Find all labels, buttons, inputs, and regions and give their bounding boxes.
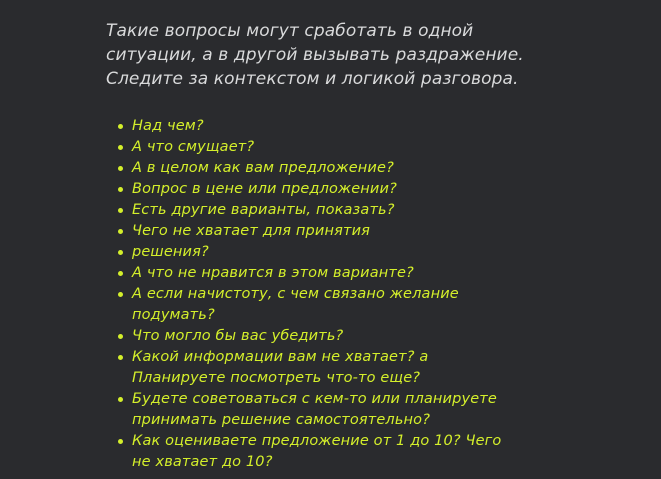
question-text: решения? bbox=[132, 244, 209, 260]
question-text: принимать решение самостоятельно? bbox=[132, 412, 431, 428]
question-text: Есть другие варианты, показать? bbox=[132, 202, 395, 218]
bullet-icon bbox=[118, 229, 123, 234]
intro-line: Такие вопросы могут сработать в одной bbox=[106, 21, 474, 41]
question-text: Что могло бы вас убедить? bbox=[132, 328, 344, 344]
intro-paragraph bbox=[106, 19, 576, 91]
bullet-icon bbox=[118, 271, 123, 276]
bullet-icon bbox=[118, 250, 123, 255]
bullet-icon bbox=[118, 145, 123, 150]
question-item bbox=[132, 179, 602, 200]
question-item bbox=[132, 116, 602, 137]
question-item bbox=[132, 242, 602, 263]
question-item bbox=[132, 263, 602, 284]
question-text: А что не нравится в этом варианте? bbox=[132, 265, 414, 281]
question-item bbox=[132, 200, 602, 221]
question-item bbox=[132, 284, 602, 326]
bullet-icon bbox=[118, 187, 123, 192]
question-text: Как оцениваете предложение от 1 до 10? Чего bbox=[132, 433, 502, 449]
questions-list bbox=[132, 116, 602, 473]
question-text: Будете советоваться с кем-то или планируете bbox=[132, 391, 497, 407]
bullet-icon bbox=[118, 334, 123, 339]
question-text: Чего не хватает для принятия bbox=[132, 223, 371, 239]
question-text: не хватает до 10? bbox=[132, 454, 273, 470]
question-item bbox=[132, 389, 602, 431]
bullet-icon bbox=[118, 208, 123, 213]
bullet-icon bbox=[118, 124, 123, 129]
question-item bbox=[132, 137, 602, 158]
intro-line: ситуации, а в другой вызывать раздражение. bbox=[106, 45, 524, 65]
bullet-icon bbox=[118, 439, 123, 444]
question-text: А если начистоту, с чем связано желание bbox=[132, 286, 459, 302]
intro-line: Следите за контекстом и логикой разговора. bbox=[106, 69, 519, 89]
bullet-icon bbox=[118, 355, 123, 360]
question-text: А что смущает? bbox=[132, 139, 255, 155]
question-text: Планируете посмотреть что-то еще? bbox=[132, 370, 421, 386]
bullet-icon bbox=[118, 292, 123, 297]
question-item bbox=[132, 158, 602, 179]
bullet-icon bbox=[118, 166, 123, 171]
question-text: Над чем? bbox=[132, 118, 204, 134]
question-item bbox=[132, 347, 602, 389]
question-item bbox=[132, 431, 602, 473]
question-item bbox=[132, 221, 602, 242]
question-item bbox=[132, 326, 602, 347]
bullet-icon bbox=[118, 397, 123, 402]
question-text: подумать? bbox=[132, 307, 215, 323]
question-text: Какой информации вам не хватает? а bbox=[132, 349, 429, 365]
question-text: Вопрос в цене или предложении? bbox=[132, 181, 397, 197]
question-text: А в целом как вам предложение? bbox=[132, 160, 394, 176]
